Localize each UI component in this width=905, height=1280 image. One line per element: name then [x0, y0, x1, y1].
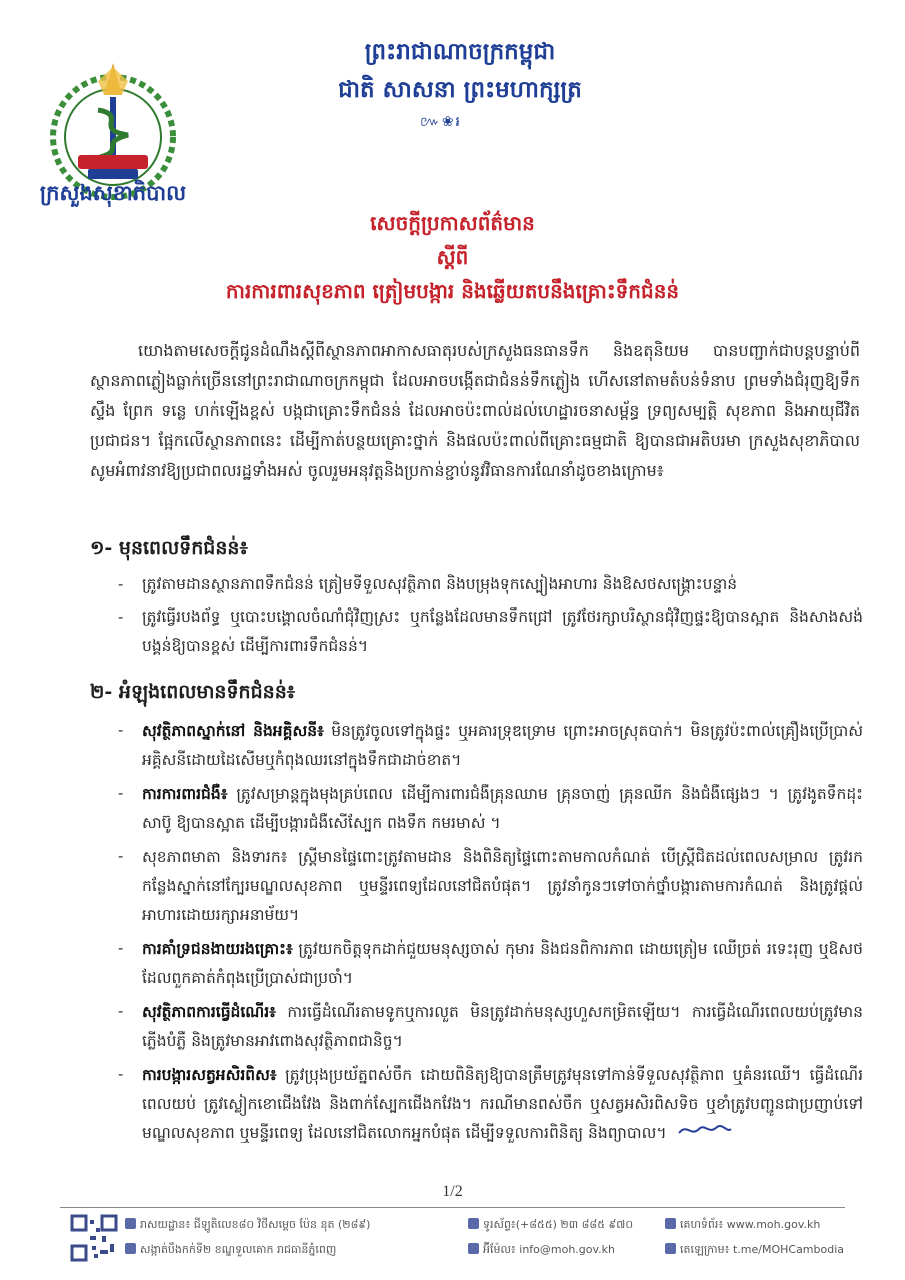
list-item [118, 842, 863, 930]
section-1-heading: ១- មុនពេលទឹកជំនន់៖ [90, 537, 248, 559]
ministry-name: ក្រសួងសុខាភិបាល [39, 180, 187, 205]
item-lead: ការគាំទ្រជនងាយរងគ្រោះ៖ [142, 939, 293, 958]
item-text: ការធ្វើដំណើរតាមទូកឬការលួត មិនត្រូវដាក់មនុស្សហួសកម្រិតឡើយ។ ការធ្វើដំណើរពេលយប់ត្រូវមានភ្លើងបំភ្លឺ និងត្រូវមានអាវពោងសុវត្ថិភាពជានិច្ច។ [142, 1003, 863, 1050]
qr-code-icon[interactable] [70, 1214, 118, 1262]
footer-telegram[interactable]: តេឡេក្រាម៖ t.me/MOHCambodia [665, 1243, 844, 1259]
initial-signature [677, 1120, 733, 1149]
footer-divider [60, 1207, 845, 1208]
list-item: - ត្រូវតាមដានស្ថានភាពទឹកជំនន់ ត្រៀមទីទួលសុវត្ថិភាព និងបម្រុងទុកស្បៀងអាហារ និងឱសថសង្គ្រោះបន្ទាន់ [118, 570, 863, 599]
list-item: - ត្រូវធ្វើរបងព័ទ្ធ ឬបោះបង្គោលចំណាំជុំវិញស្រះ ឬកន្លែងដែលមានទឹកជ្រៅ ត្រូវថែរក្សាបរិស្ថានជុំវិញផ្ទះឱ្យបានស្អាត និងសាងសង់បង្គន់ឱ្យបានខ្ពស់ ដើម្បីការពារទឹកជំនន់។ [118, 603, 863, 661]
list-item [118, 1060, 863, 1149]
list-item [118, 934, 863, 993]
list-item [118, 779, 863, 838]
section-2-heading: ២- អំឡុងពេលមានទឹកជំនន់៖ [90, 681, 296, 703]
footer-address-line-1: រាសយដ្ឋាន៖ ជីឡូតិលេខ៨០ វិថីសម្តេច ប៉ែន នុត (២៨៩) [125, 1218, 370, 1234]
list-item [118, 997, 863, 1056]
footer-address-line-2: សង្កាត់បឹងកក់ទី២ ខណ្ឌទួលគោក រាជធានីភ្នំពេញ [125, 1243, 336, 1259]
document-subtitle-about: ស្តីពី [436, 245, 469, 269]
item-text: ត្រូវប្រុងប្រយ័ត្នពស់ចឹក ដោយពិនិត្យឱ្យបានត្រឹមត្រូវមុនទៅកាន់ទីទួលសុវត្ថិភាព ឬគំនរឈើ។ ធ្វើដំណើរពេលយប់ ត្រូវស្លៀកខោជើងវែង និងពាក់ស្បែកជើងកវែង។ ករណីមានពស់ចឹក ឬសត្វអសិរពិសទិច ឬខាំត្រូវបញ្ជូនជាប្រញាប់ទៅមណ្ឌលសុខភាព ឬមន្ទីរពេទ្យ ដែលនៅជិតលោកអ្នកបំផុត ដើម្បីទទួលការពិនិត្យ និងព្យាបាល។ [142, 1066, 863, 1142]
email-icon [468, 1243, 479, 1254]
item-lead: សុវត្ថិភាពការធ្វើដំណើរ៖ [142, 1002, 276, 1021]
phone-icon [468, 1218, 479, 1229]
intro-paragraph: យោងតាមសេចក្តីជូនដំណឹងស្តីពីស្ថានភាពអាកាសធាតុរបស់ក្រសួងធនធានទឹក និងឧតុនិយម បានបញ្ជាក់ជាបន្តបន្ទាប់ពីស្ថានភាពភ្លៀងធ្លាក់ច្រើននៅព្រះរាជាណាចក្រកម្ពុជា ដែលអាចបង្កើតជាជំនន់ទឹកភ្លៀង ហើសនៅតាមតំបន់ទំនាប ព្រមទាំងជំរុញឱ្យទឹកស្ទឹង ព្រែក ទន្លេ ហក់ឡើងខ្ពស់ បង្កជាគ្រោះទឹកជំនន់ ដែលអាចប៉ះពាល់ដល់ហេដ្ឋារចនាសម្ព័ន្ធ ទ្រព្យសម្បត្តិ សុខភាព និងអាយុជីវិតប្រជាជន។ ផ្អែកលើស្ថានភាពនេះ ដើម្បីកាត់បន្ថយគ្រោះថ្នាក់ និងផលប៉ះពាល់ពីគ្រោះធម្មជាតិ ឱ្យបានជាអតិបរមា ក្រសួងសុខាភិបាលសូមអំពាវនាវឱ្យប្រជាពលរដ្ឋទាំងអស់ ចូលរួមអនុវត្តនិងប្រកាន់ខ្ជាប់នូវវិធានការណែនាំដូចខាងក្រោម៖ [90, 341, 860, 480]
item-text: សុខភាពមាតា និងទារក៖ ស្ត្រីមានផ្ទៃពោះត្រូវតាមដាន និងពិនិត្យផ្ទៃពោះតាមកាលកំណត់ បើស្ត្រីជិតដល់ពេលសម្រាល ត្រូវរកកន្លែងស្នាក់នៅក្បែរមណ្ឌលសុខភាព ឬមន្ទីរពេទ្យដែលនៅជិតបំផុត។ ត្រូវនាំកូនៗទៅចាក់ថ្នាំបង្ការតាមការកំណត់ និងត្រូវផ្តល់អាហារដោយរក្សាអនាម័យ។ [142, 848, 863, 924]
location-icon [125, 1218, 136, 1229]
footer-phone: ទូរស័ព្ទ៖(+៨៥៥) ២៣ ៨៨៥ ៩៧០ [468, 1218, 633, 1234]
kingdom-title: ព្រះរាជាណាចក្រកម្ពុជា [364, 38, 556, 65]
list-item [118, 716, 863, 775]
item-text: ត្រូវយកចិត្តទុកដាក់ជួយមនុស្សចាស់ កុមារ និងជនពិការភាព ដោយត្រៀម ឈើច្រត់ រទេះរុញ ឬឱសថដែលពួកគាត់កំពុងប្រើប្រាស់ជាប្រចាំ។ [142, 940, 863, 987]
document-topic: ការការពារសុខភាព ត្រៀមបង្ការ និងឆ្លើយតបនឹងគ្រោះទឹកជំនន់ [225, 279, 680, 303]
footer-email[interactable]: អ៊ីម៉ែល៖ info@moh.gov.kh [468, 1243, 615, 1259]
item-text: មិនត្រូវចូលទៅក្នុងផ្ទះ ឬអគារទ្រុឌទ្រោម ព្រោះអាចស្រុតបាក់។ មិនត្រូវប៉ះពាល់គ្រឿងប្រើប្រាស់អគ្គិសនីដោយដៃសើមឬកំពុងឈរនៅក្នុងទឹកជាដាច់ខាត។ [142, 722, 864, 769]
location-icon [125, 1243, 136, 1254]
document-title: សេចក្តីប្រកាសព័ត៌មាន [370, 211, 535, 235]
page-number: 1/2 [442, 1183, 463, 1200]
nation-motto: ជាតិ សាសនា ព្រះមហាក្សត្រ [338, 76, 582, 103]
section-1-list [118, 570, 863, 665]
item-text: ត្រូវសម្រាន្តក្នុងមុងគ្រប់ពេល ដើម្បីការពារជំងឺគ្រុនឈាម គ្រុនចាញ់ គ្រុនឈីក និងជំងឺផ្សេងៗ ។ ត្រូវងូតទឹកដុះសាប៊ូ ឱ្យបានស្អាត ដើម្បីបង្ការជំងឺសើស្បែក ពងទឹក កមរមាស់ ។ [142, 785, 863, 832]
section-2-list [118, 716, 863, 1153]
footer-website[interactable]: គេហទំព័រ៖ www.moh.gov.kh [665, 1218, 820, 1234]
item-lead: សុវត្ថិភាពស្នាក់នៅ និងអគ្គិសនី៖ [142, 721, 324, 740]
item-lead: ការបង្ការសត្វអសិរពិស៖ [142, 1065, 277, 1084]
ornament-divider: ៚❀៛ [420, 114, 462, 130]
telegram-icon [665, 1243, 676, 1254]
globe-icon [665, 1218, 676, 1229]
item-lead: ការការពារជំងឺ៖ [142, 784, 228, 803]
